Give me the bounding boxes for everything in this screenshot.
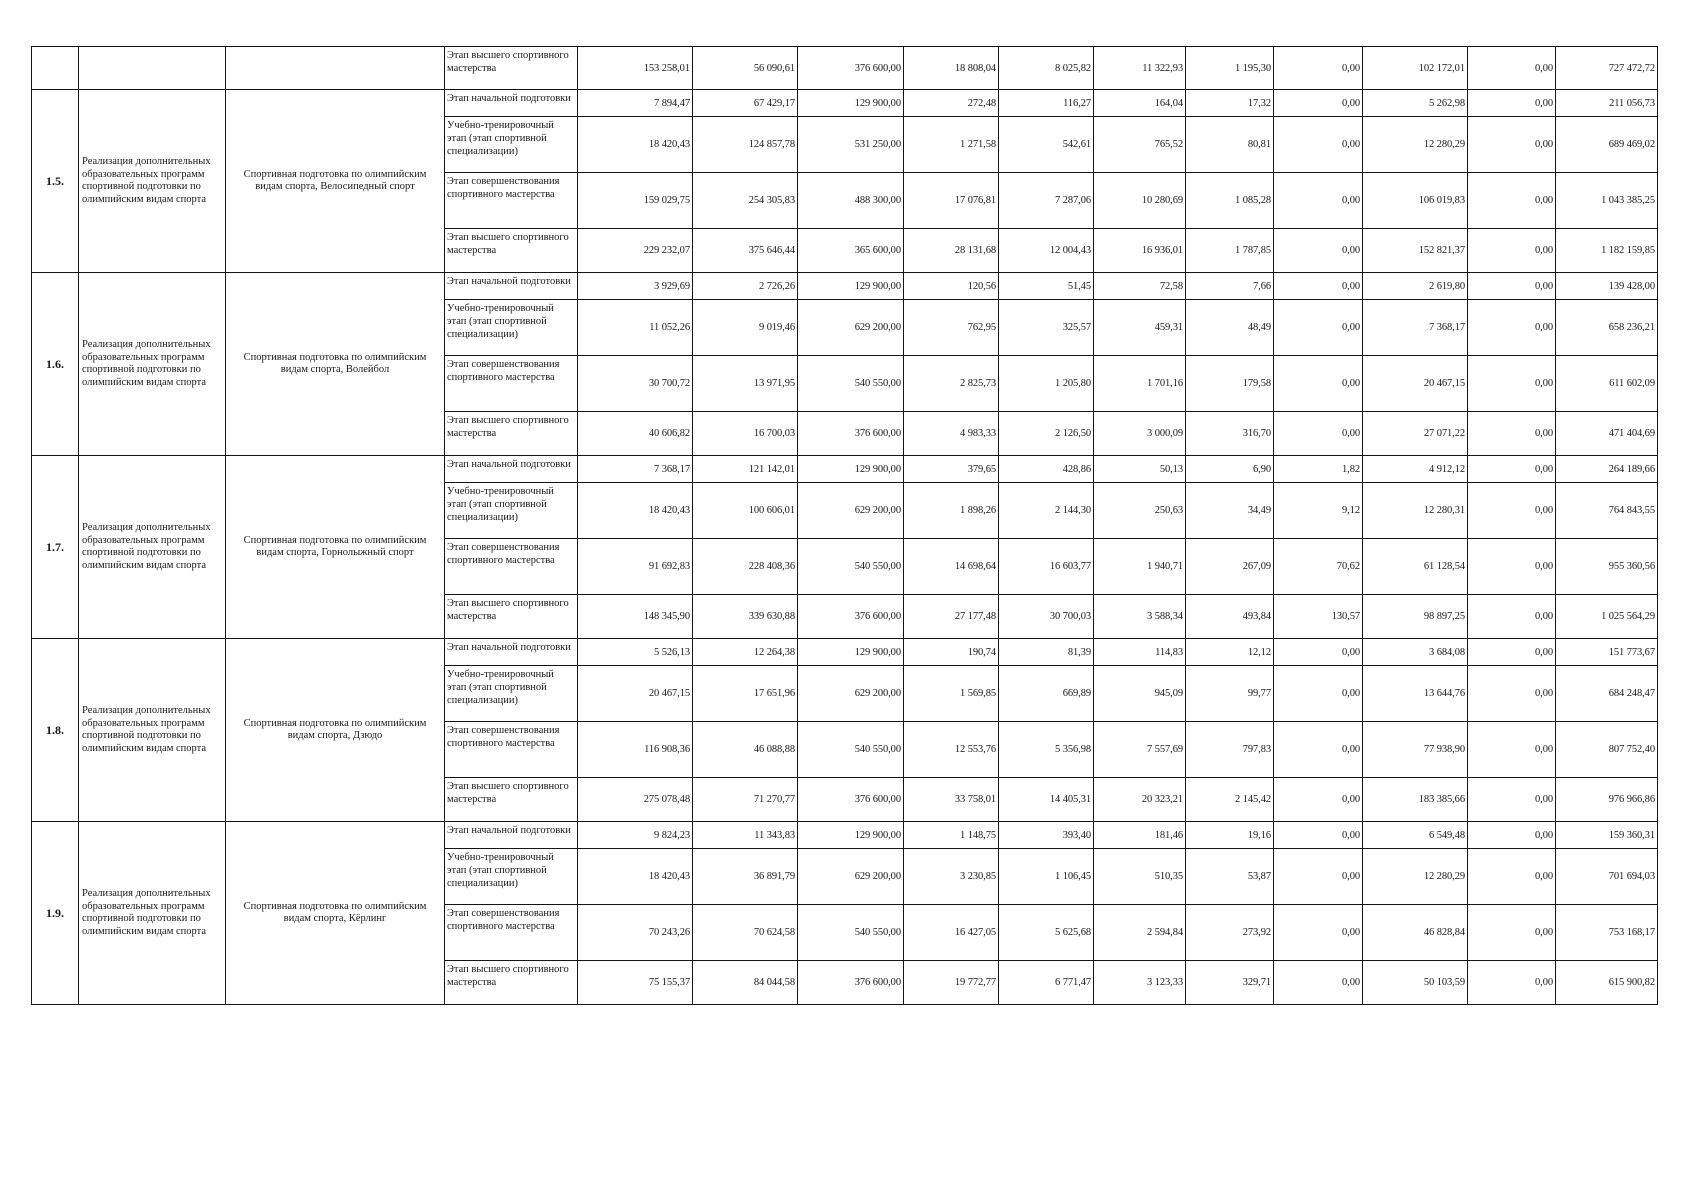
value-cell: 159 360,31 bbox=[1556, 822, 1658, 849]
item-number: 1.8. bbox=[32, 639, 79, 822]
value-cell: 148 345,90 bbox=[578, 595, 693, 639]
value-cell: 30 700,72 bbox=[578, 356, 693, 412]
value-cell: 18 420,43 bbox=[578, 849, 693, 905]
stage-name-cell: Этап совершенствования спортивного мастерства bbox=[445, 356, 578, 412]
value-cell: 0,00 bbox=[1468, 356, 1556, 412]
stage-name-cell: Этап совершенствования спортивного мастерства bbox=[445, 722, 578, 778]
value-cell: 11 052,26 bbox=[578, 300, 693, 356]
value-cell: 53,87 bbox=[1186, 849, 1274, 905]
value-cell: 183 385,66 bbox=[1363, 778, 1468, 822]
value-cell: 77 938,90 bbox=[1363, 722, 1468, 778]
value-cell: 151 773,67 bbox=[1556, 639, 1658, 666]
no-cell bbox=[32, 47, 79, 90]
value-cell: 471 404,69 bbox=[1556, 412, 1658, 456]
value-cell: 807 752,40 bbox=[1556, 722, 1658, 778]
value-cell: 765,52 bbox=[1094, 117, 1186, 173]
value-cell: 0,00 bbox=[1274, 905, 1363, 961]
value-cell: 0,00 bbox=[1468, 47, 1556, 90]
value-cell: 0,00 bbox=[1274, 300, 1363, 356]
value-cell: 56 090,61 bbox=[693, 47, 798, 90]
value-cell: 16 427,05 bbox=[904, 905, 999, 961]
stage-name-cell: Этап высшего спортивного мастерства bbox=[445, 961, 578, 1005]
value-cell: 12,12 bbox=[1186, 639, 1274, 666]
value-cell: 152 821,37 bbox=[1363, 229, 1468, 273]
value-cell: 80,81 bbox=[1186, 117, 1274, 173]
value-cell: 70,62 bbox=[1274, 539, 1363, 595]
value-cell: 727 472,72 bbox=[1556, 47, 1658, 90]
value-cell: 129 900,00 bbox=[798, 822, 904, 849]
table-row bbox=[32, 90, 1658, 117]
value-cell: 7 368,17 bbox=[578, 456, 693, 483]
value-cell: 16 603,77 bbox=[999, 539, 1094, 595]
value-cell: 1 025 564,29 bbox=[1556, 595, 1658, 639]
program-cell bbox=[79, 47, 226, 90]
service-name: Спортивная подготовка по олимпийским видам спорта, Велосипедный спорт bbox=[226, 90, 445, 273]
value-cell: 254 305,83 bbox=[693, 173, 798, 229]
value-cell: 102 172,01 bbox=[1363, 47, 1468, 90]
value-cell: 459,31 bbox=[1094, 300, 1186, 356]
value-cell: 955 360,56 bbox=[1556, 539, 1658, 595]
value-cell: 17 651,96 bbox=[693, 666, 798, 722]
service-name: Спортивная подготовка по олимпийским видам спорта, Дзюдо bbox=[226, 639, 445, 822]
value-cell: 0,00 bbox=[1274, 90, 1363, 117]
stage-name-cell: Этап начальной подготовки bbox=[445, 822, 578, 849]
value-cell: 139 428,00 bbox=[1556, 273, 1658, 300]
value-cell: 2 726,26 bbox=[693, 273, 798, 300]
value-cell: 2 825,73 bbox=[904, 356, 999, 412]
value-cell: 540 550,00 bbox=[798, 356, 904, 412]
value-cell: 9,12 bbox=[1274, 483, 1363, 539]
value-cell: 376 600,00 bbox=[798, 412, 904, 456]
value-cell: 325,57 bbox=[999, 300, 1094, 356]
value-cell: 71 270,77 bbox=[693, 778, 798, 822]
value-cell: 40 606,82 bbox=[578, 412, 693, 456]
value-cell: 488 300,00 bbox=[798, 173, 904, 229]
stage-name-cell: Учебно-тренировочный этап (этап спортивной специализации) bbox=[445, 300, 578, 356]
value-cell: 0,00 bbox=[1468, 595, 1556, 639]
value-cell: 0,00 bbox=[1468, 300, 1556, 356]
value-cell: 1 085,28 bbox=[1186, 173, 1274, 229]
item-number: 1.7. bbox=[32, 456, 79, 639]
value-cell: 3 684,08 bbox=[1363, 639, 1468, 666]
value-cell: 0,00 bbox=[1468, 639, 1556, 666]
stage-name-cell: Этап совершенствования спортивного мастерства bbox=[445, 905, 578, 961]
value-cell: 5 356,98 bbox=[999, 722, 1094, 778]
value-cell: 98 897,25 bbox=[1363, 595, 1468, 639]
value-cell: 0,00 bbox=[1468, 722, 1556, 778]
value-cell: 4 912,12 bbox=[1363, 456, 1468, 483]
value-cell: 753 168,17 bbox=[1556, 905, 1658, 961]
stage-name-cell: Этап совершенствования спортивного мастерства bbox=[445, 173, 578, 229]
value-cell: 797,83 bbox=[1186, 722, 1274, 778]
value-cell: 14 698,64 bbox=[904, 539, 999, 595]
program-name: Реализация дополнительных образовательных программ спортивной подготовки по олимпийским видам спорта bbox=[79, 639, 226, 822]
value-cell: 1 195,30 bbox=[1186, 47, 1274, 90]
value-cell: 629 200,00 bbox=[798, 483, 904, 539]
value-cell: 5 526,13 bbox=[578, 639, 693, 666]
service-name: Спортивная подготовка по олимпийским видам спорта, Горнолыжный спорт bbox=[226, 456, 445, 639]
program-name: Реализация дополнительных образовательных программ спортивной подготовки по олимпийским видам спорта bbox=[79, 273, 226, 456]
value-cell: 275 078,48 bbox=[578, 778, 693, 822]
value-cell: 17 076,81 bbox=[904, 173, 999, 229]
value-cell: 1 043 385,25 bbox=[1556, 173, 1658, 229]
value-cell: 329,71 bbox=[1186, 961, 1274, 1005]
value-cell: 67 429,17 bbox=[693, 90, 798, 117]
value-cell: 50,13 bbox=[1094, 456, 1186, 483]
value-cell: 272,48 bbox=[904, 90, 999, 117]
value-cell: 124 857,78 bbox=[693, 117, 798, 173]
value-cell: 3 230,85 bbox=[904, 849, 999, 905]
value-cell: 153 258,01 bbox=[578, 47, 693, 90]
stage-name-cell: Этап высшего спортивного мастерства bbox=[445, 778, 578, 822]
value-cell: 6 771,47 bbox=[999, 961, 1094, 1005]
value-cell: 7 287,06 bbox=[999, 173, 1094, 229]
value-cell: 2 145,42 bbox=[1186, 778, 1274, 822]
stage-name-cell: Учебно-тренировочный этап (этап спортивной специализации) bbox=[445, 849, 578, 905]
value-cell: 12 280,29 bbox=[1363, 849, 1468, 905]
stage-name-cell: Этап высшего спортивного мастерства bbox=[445, 412, 578, 456]
value-cell: 1 148,75 bbox=[904, 822, 999, 849]
value-cell: 0,00 bbox=[1468, 778, 1556, 822]
value-cell: 129 900,00 bbox=[798, 90, 904, 117]
value-cell: 16 700,03 bbox=[693, 412, 798, 456]
value-cell: 84 044,58 bbox=[693, 961, 798, 1005]
value-cell: 2 594,84 bbox=[1094, 905, 1186, 961]
value-cell: 50 103,59 bbox=[1363, 961, 1468, 1005]
value-cell: 179,58 bbox=[1186, 356, 1274, 412]
value-cell: 159 029,75 bbox=[578, 173, 693, 229]
value-cell: 12 264,38 bbox=[693, 639, 798, 666]
value-cell: 181,46 bbox=[1094, 822, 1186, 849]
value-cell: 11 322,93 bbox=[1094, 47, 1186, 90]
value-cell: 17,32 bbox=[1186, 90, 1274, 117]
value-cell: 316,70 bbox=[1186, 412, 1274, 456]
value-cell: 4 983,33 bbox=[904, 412, 999, 456]
value-cell: 2 144,30 bbox=[999, 483, 1094, 539]
value-cell: 70 624,58 bbox=[693, 905, 798, 961]
value-cell: 2 126,50 bbox=[999, 412, 1094, 456]
value-cell: 0,00 bbox=[1468, 90, 1556, 117]
value-cell: 6,90 bbox=[1186, 456, 1274, 483]
value-cell: 12 004,43 bbox=[999, 229, 1094, 273]
value-cell: 81,39 bbox=[999, 639, 1094, 666]
program-name: Реализация дополнительных образовательных программ спортивной подготовки по олимпийским видам спорта bbox=[79, 456, 226, 639]
value-cell: 0,00 bbox=[1274, 356, 1363, 412]
value-cell: 339 630,88 bbox=[693, 595, 798, 639]
value-cell: 34,49 bbox=[1186, 483, 1274, 539]
value-cell: 48,49 bbox=[1186, 300, 1274, 356]
item-number: 1.9. bbox=[32, 822, 79, 1005]
value-cell: 1,82 bbox=[1274, 456, 1363, 483]
value-cell: 376 600,00 bbox=[798, 595, 904, 639]
value-cell: 0,00 bbox=[1468, 483, 1556, 539]
value-cell: 7 368,17 bbox=[1363, 300, 1468, 356]
value-cell: 7 894,47 bbox=[578, 90, 693, 117]
value-cell: 0,00 bbox=[1274, 117, 1363, 173]
value-cell: 0,00 bbox=[1468, 229, 1556, 273]
value-cell: 1 271,58 bbox=[904, 117, 999, 173]
value-cell: 9 824,23 bbox=[578, 822, 693, 849]
value-cell: 1 940,71 bbox=[1094, 539, 1186, 595]
value-cell: 976 966,86 bbox=[1556, 778, 1658, 822]
value-cell: 0,00 bbox=[1274, 639, 1363, 666]
value-cell: 0,00 bbox=[1274, 173, 1363, 229]
value-cell: 658 236,21 bbox=[1556, 300, 1658, 356]
value-cell: 19,16 bbox=[1186, 822, 1274, 849]
value-cell: 211 056,73 bbox=[1556, 90, 1658, 117]
value-cell: 1 182 159,85 bbox=[1556, 229, 1658, 273]
value-cell: 99,77 bbox=[1186, 666, 1274, 722]
stage-name-cell: Этап совершенствования спортивного мастерства bbox=[445, 539, 578, 595]
table-body bbox=[32, 47, 1658, 1005]
value-cell: 7 557,69 bbox=[1094, 722, 1186, 778]
value-cell: 0,00 bbox=[1274, 412, 1363, 456]
value-cell: 20 467,15 bbox=[1363, 356, 1468, 412]
value-cell: 531 250,00 bbox=[798, 117, 904, 173]
value-cell: 8 025,82 bbox=[999, 47, 1094, 90]
value-cell: 129 900,00 bbox=[798, 273, 904, 300]
value-cell: 6 549,48 bbox=[1363, 822, 1468, 849]
stage-name-cell: Этап высшего спортивного мастерства bbox=[445, 47, 578, 90]
value-cell: 1 701,16 bbox=[1094, 356, 1186, 412]
value-cell: 0,00 bbox=[1468, 412, 1556, 456]
table-row bbox=[32, 47, 1658, 90]
service-name: Спортивная подготовка по олимпийским видам спорта, Волейбол bbox=[226, 273, 445, 456]
value-cell: 615 900,82 bbox=[1556, 961, 1658, 1005]
value-cell: 0,00 bbox=[1468, 173, 1556, 229]
value-cell: 16 936,01 bbox=[1094, 229, 1186, 273]
value-cell: 0,00 bbox=[1468, 822, 1556, 849]
value-cell: 27 177,48 bbox=[904, 595, 999, 639]
value-cell: 0,00 bbox=[1274, 822, 1363, 849]
value-cell: 9 019,46 bbox=[693, 300, 798, 356]
value-cell: 684 248,47 bbox=[1556, 666, 1658, 722]
cost-table bbox=[31, 46, 1658, 1005]
value-cell: 629 200,00 bbox=[798, 666, 904, 722]
value-cell: 250,63 bbox=[1094, 483, 1186, 539]
value-cell: 30 700,03 bbox=[999, 595, 1094, 639]
value-cell: 61 128,54 bbox=[1363, 539, 1468, 595]
value-cell: 20 323,21 bbox=[1094, 778, 1186, 822]
value-cell: 542,61 bbox=[999, 117, 1094, 173]
value-cell: 611 602,09 bbox=[1556, 356, 1658, 412]
stage-name-cell: Учебно-тренировочный этап (этап спортивной специализации) bbox=[445, 666, 578, 722]
value-cell: 945,09 bbox=[1094, 666, 1186, 722]
value-cell: 669,89 bbox=[999, 666, 1094, 722]
value-cell: 7,66 bbox=[1186, 273, 1274, 300]
value-cell: 28 131,68 bbox=[904, 229, 999, 273]
value-cell: 0,00 bbox=[1274, 229, 1363, 273]
value-cell: 5 262,98 bbox=[1363, 90, 1468, 117]
value-cell: 689 469,02 bbox=[1556, 117, 1658, 173]
value-cell: 19 772,77 bbox=[904, 961, 999, 1005]
value-cell: 3 588,34 bbox=[1094, 595, 1186, 639]
value-cell: 229 232,07 bbox=[578, 229, 693, 273]
value-cell: 0,00 bbox=[1274, 778, 1363, 822]
value-cell: 116,27 bbox=[999, 90, 1094, 117]
value-cell: 51,45 bbox=[999, 273, 1094, 300]
value-cell: 540 550,00 bbox=[798, 539, 904, 595]
value-cell: 18 420,43 bbox=[578, 483, 693, 539]
item-number: 1.5. bbox=[32, 90, 79, 273]
value-cell: 46 828,84 bbox=[1363, 905, 1468, 961]
value-cell: 0,00 bbox=[1468, 905, 1556, 961]
value-cell: 3 929,69 bbox=[578, 273, 693, 300]
value-cell: 376 600,00 bbox=[798, 778, 904, 822]
value-cell: 428,86 bbox=[999, 456, 1094, 483]
item-number: 1.6. bbox=[32, 273, 79, 456]
value-cell: 375 646,44 bbox=[693, 229, 798, 273]
service-cell bbox=[226, 47, 445, 90]
value-cell: 379,65 bbox=[904, 456, 999, 483]
value-cell: 121 142,01 bbox=[693, 456, 798, 483]
value-cell: 12 280,29 bbox=[1363, 117, 1468, 173]
value-cell: 0,00 bbox=[1274, 961, 1363, 1005]
value-cell: 14 405,31 bbox=[999, 778, 1094, 822]
value-cell: 0,00 bbox=[1274, 722, 1363, 778]
value-cell: 629 200,00 bbox=[798, 300, 904, 356]
value-cell: 1 787,85 bbox=[1186, 229, 1274, 273]
value-cell: 0,00 bbox=[1274, 273, 1363, 300]
value-cell: 1 205,80 bbox=[999, 356, 1094, 412]
value-cell: 762,95 bbox=[904, 300, 999, 356]
value-cell: 106 019,83 bbox=[1363, 173, 1468, 229]
stage-name-cell: Учебно-тренировочный этап (этап спортивной специализации) bbox=[445, 483, 578, 539]
value-cell: 120,56 bbox=[904, 273, 999, 300]
value-cell: 12 280,31 bbox=[1363, 483, 1468, 539]
value-cell: 18 808,04 bbox=[904, 47, 999, 90]
value-cell: 130,57 bbox=[1274, 595, 1363, 639]
value-cell: 1 106,45 bbox=[999, 849, 1094, 905]
service-name: Спортивная подготовка по олимпийским видам спорта, Кёрлинг bbox=[226, 822, 445, 1005]
stage-name-cell: Этап высшего спортивного мастерства bbox=[445, 595, 578, 639]
value-cell: 3 000,09 bbox=[1094, 412, 1186, 456]
value-cell: 13 971,95 bbox=[693, 356, 798, 412]
value-cell: 1 898,26 bbox=[904, 483, 999, 539]
value-cell: 18 420,43 bbox=[578, 117, 693, 173]
value-cell: 393,40 bbox=[999, 822, 1094, 849]
value-cell: 365 600,00 bbox=[798, 229, 904, 273]
value-cell: 0,00 bbox=[1468, 961, 1556, 1005]
table-row bbox=[32, 639, 1658, 666]
value-cell: 629 200,00 bbox=[798, 849, 904, 905]
value-cell: 764 843,55 bbox=[1556, 483, 1658, 539]
value-cell: 273,92 bbox=[1186, 905, 1274, 961]
value-cell: 129 900,00 bbox=[798, 456, 904, 483]
value-cell: 376 600,00 bbox=[798, 961, 904, 1005]
value-cell: 12 553,76 bbox=[904, 722, 999, 778]
stage-name-cell: Этап высшего спортивного мастерства bbox=[445, 229, 578, 273]
table-row bbox=[32, 822, 1658, 849]
stage-name-cell: Этап начальной подготовки bbox=[445, 273, 578, 300]
value-cell: 116 908,36 bbox=[578, 722, 693, 778]
program-name: Реализация дополнительных образовательных программ спортивной подготовки по олимпийским видам спорта bbox=[79, 822, 226, 1005]
value-cell: 5 625,68 bbox=[999, 905, 1094, 961]
value-cell: 114,83 bbox=[1094, 639, 1186, 666]
value-cell: 10 280,69 bbox=[1094, 173, 1186, 229]
value-cell: 264 189,66 bbox=[1556, 456, 1658, 483]
value-cell: 510,35 bbox=[1094, 849, 1186, 905]
value-cell: 129 900,00 bbox=[798, 639, 904, 666]
value-cell: 75 155,37 bbox=[578, 961, 693, 1005]
table-row bbox=[32, 273, 1658, 300]
value-cell: 540 550,00 bbox=[798, 722, 904, 778]
value-cell: 0,00 bbox=[1274, 666, 1363, 722]
value-cell: 267,09 bbox=[1186, 539, 1274, 595]
value-cell: 228 408,36 bbox=[693, 539, 798, 595]
stage-name-cell: Этап начальной подготовки bbox=[445, 639, 578, 666]
value-cell: 0,00 bbox=[1468, 849, 1556, 905]
value-cell: 493,84 bbox=[1186, 595, 1274, 639]
value-cell: 13 644,76 bbox=[1363, 666, 1468, 722]
value-cell: 46 088,88 bbox=[693, 722, 798, 778]
value-cell: 70 243,26 bbox=[578, 905, 693, 961]
value-cell: 11 343,83 bbox=[693, 822, 798, 849]
value-cell: 0,00 bbox=[1468, 117, 1556, 173]
value-cell: 100 606,01 bbox=[693, 483, 798, 539]
value-cell: 72,58 bbox=[1094, 273, 1186, 300]
value-cell: 0,00 bbox=[1274, 47, 1363, 90]
value-cell: 3 123,33 bbox=[1094, 961, 1186, 1005]
table-row bbox=[32, 456, 1658, 483]
value-cell: 0,00 bbox=[1468, 666, 1556, 722]
value-cell: 36 891,79 bbox=[693, 849, 798, 905]
value-cell: 164,04 bbox=[1094, 90, 1186, 117]
value-cell: 91 692,83 bbox=[578, 539, 693, 595]
value-cell: 33 758,01 bbox=[904, 778, 999, 822]
value-cell: 190,74 bbox=[904, 639, 999, 666]
value-cell: 27 071,22 bbox=[1363, 412, 1468, 456]
stage-name-cell: Учебно-тренировочный этап (этап спортивной специализации) bbox=[445, 117, 578, 173]
value-cell: 0,00 bbox=[1274, 849, 1363, 905]
value-cell: 0,00 bbox=[1468, 273, 1556, 300]
value-cell: 2 619,80 bbox=[1363, 273, 1468, 300]
value-cell: 0,00 bbox=[1468, 456, 1556, 483]
value-cell: 701 694,03 bbox=[1556, 849, 1658, 905]
value-cell: 1 569,85 bbox=[904, 666, 999, 722]
program-name: Реализация дополнительных образовательных программ спортивной подготовки по олимпийским видам спорта bbox=[79, 90, 226, 273]
value-cell: 0,00 bbox=[1468, 539, 1556, 595]
value-cell: 20 467,15 bbox=[578, 666, 693, 722]
value-cell: 376 600,00 bbox=[798, 47, 904, 90]
stage-name-cell: Этап начальной подготовки bbox=[445, 456, 578, 483]
stage-name-cell: Этап начальной подготовки bbox=[445, 90, 578, 117]
value-cell: 540 550,00 bbox=[798, 905, 904, 961]
